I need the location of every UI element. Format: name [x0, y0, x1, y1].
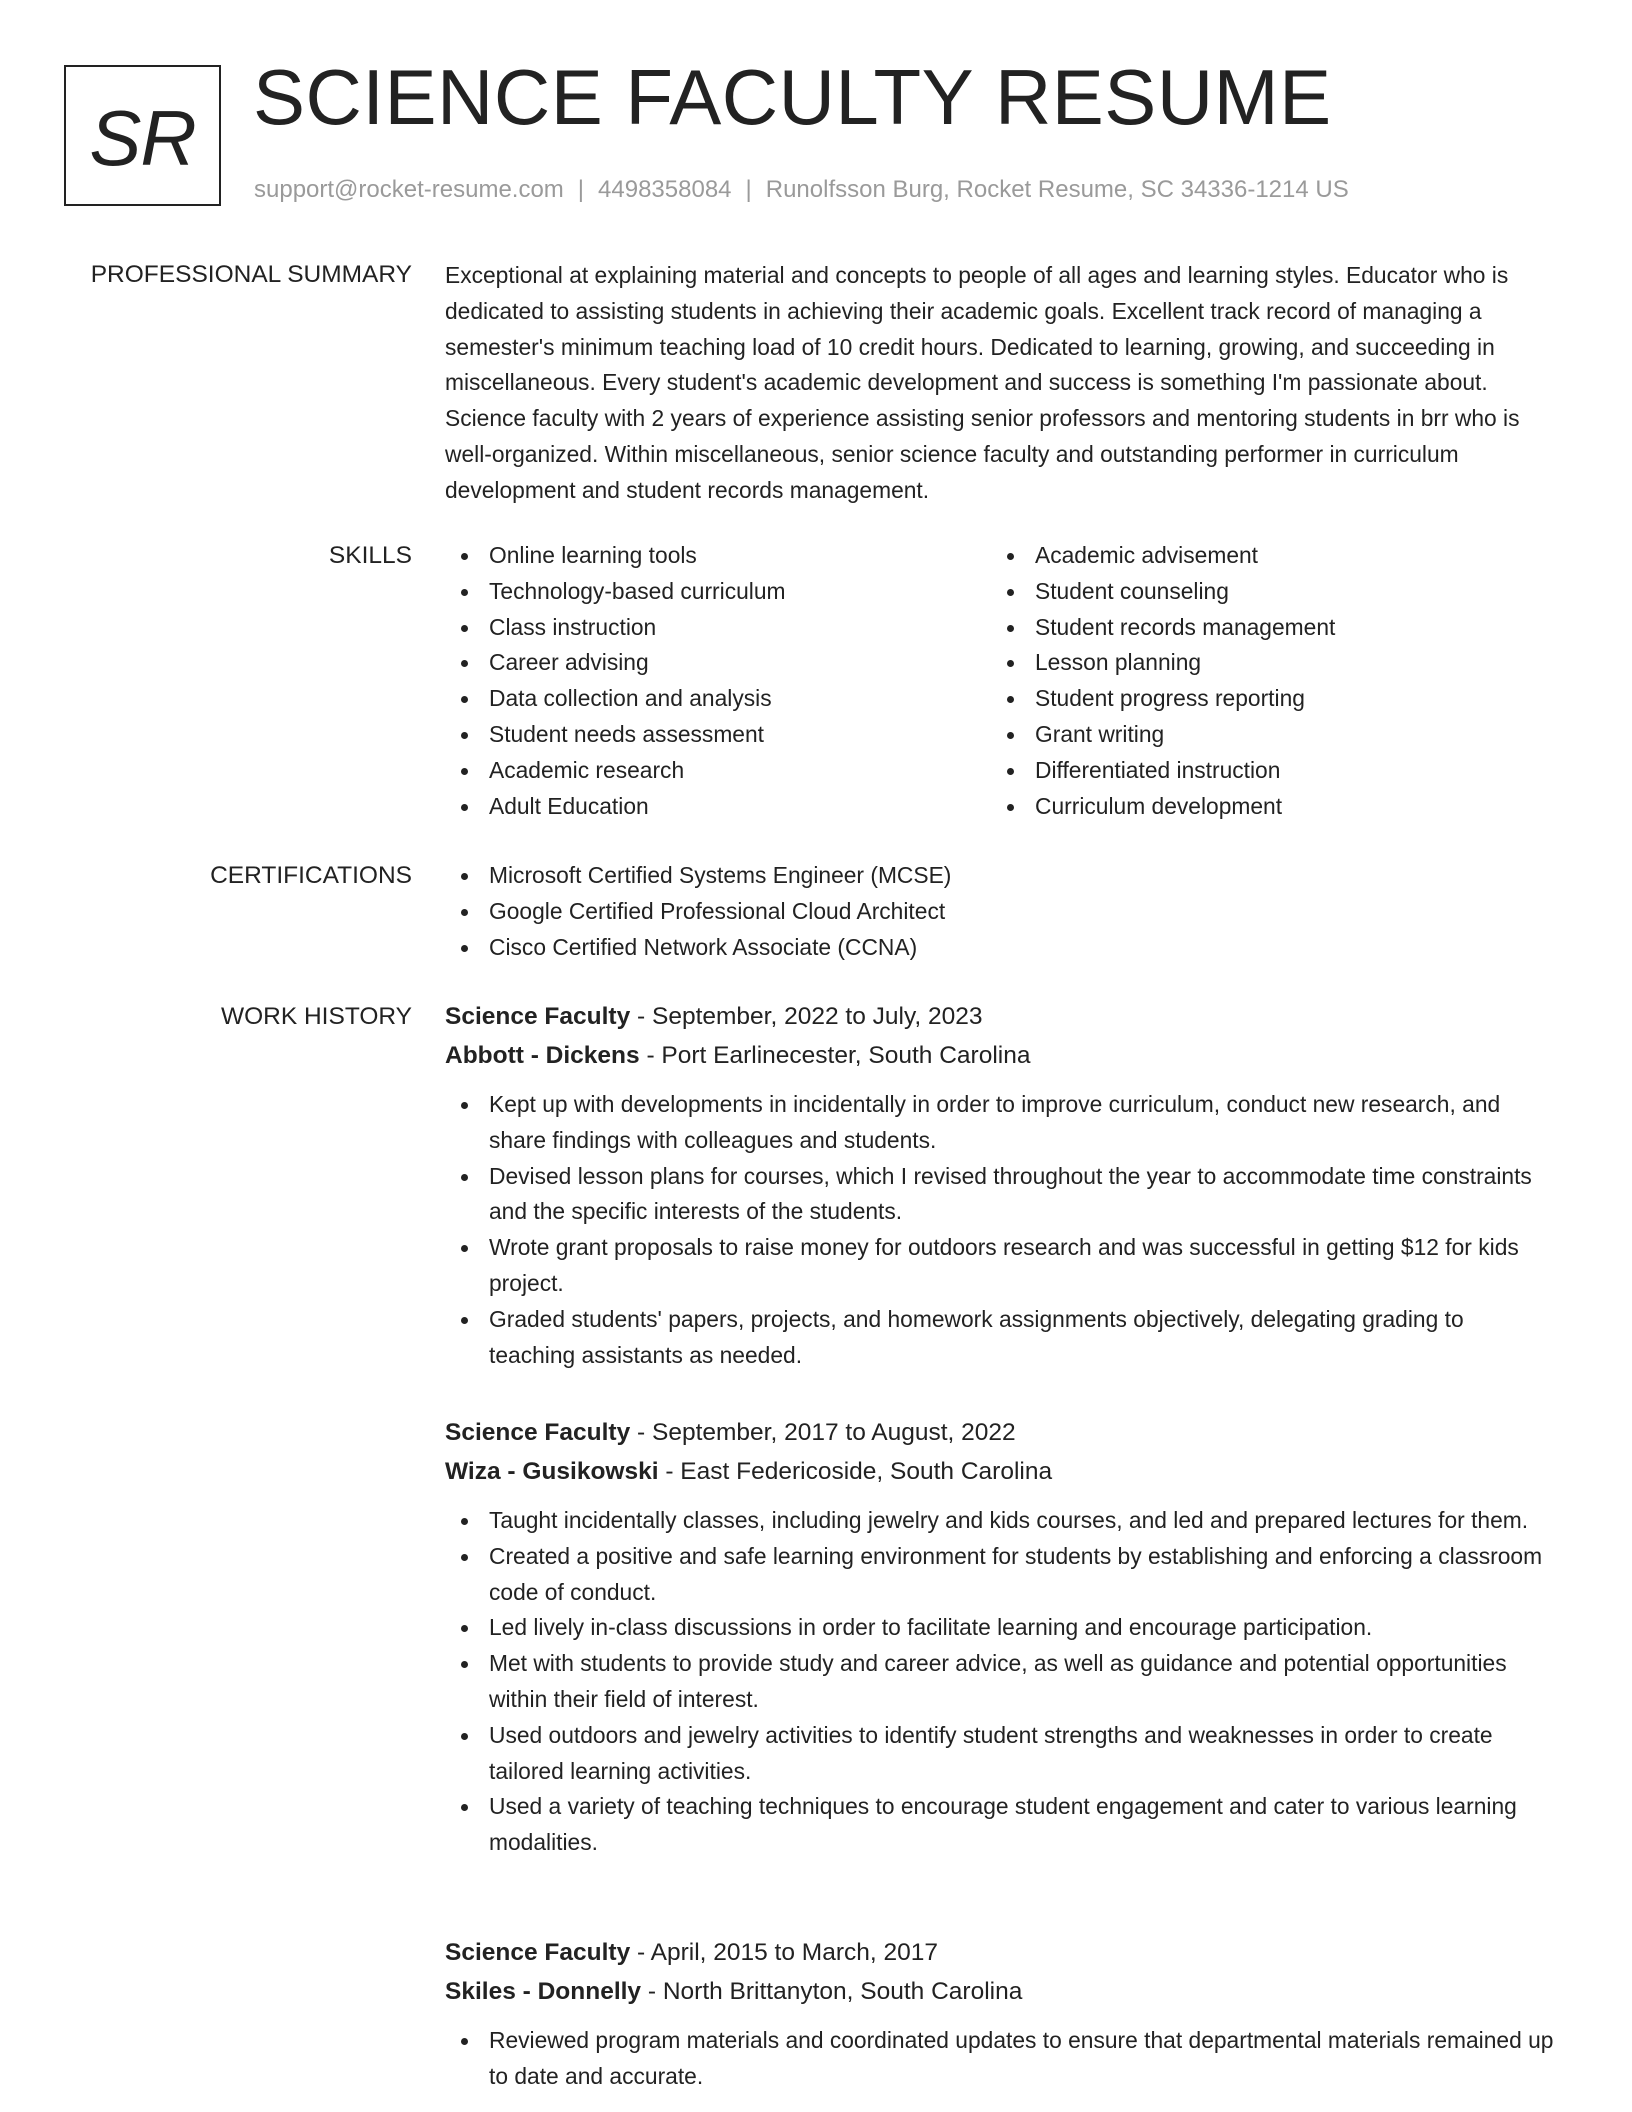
skills-list-left	[445, 538, 991, 824]
skill-item: Class instruction	[445, 610, 991, 646]
skill-item: Lesson planning	[991, 645, 1537, 681]
certifications-list	[445, 858, 1555, 965]
skills-section	[445, 538, 1555, 824]
job-entry	[445, 1413, 1555, 1861]
section-label-work-history: WORK HISTORY	[220, 1003, 412, 1030]
job-entry	[445, 997, 1555, 1373]
skill-item: Student counseling	[991, 574, 1537, 610]
job-entry	[445, 1933, 1555, 2095]
job-title: Science Faculty	[445, 1939, 631, 1966]
section-label-certifications: CERTIFICATIONS	[210, 862, 412, 889]
skill-item: Student records management	[991, 610, 1537, 646]
summary-section	[445, 258, 1555, 509]
skill-item: Student needs assessment	[445, 717, 991, 753]
job-title-line	[445, 997, 1555, 1036]
job-employer: Wiza - Gusikowski	[445, 1458, 659, 1485]
monogram-initials: SR	[89, 93, 196, 182]
contact-line	[254, 174, 1349, 206]
job-bullet-item: Led lively in-class discussions in order to facilitate learning and encourage participation.	[445, 1610, 1555, 1646]
skill-item: Differentiated instruction	[991, 753, 1537, 789]
job-title: Science Faculty	[445, 1419, 631, 1446]
skill-item: Curriculum development	[991, 789, 1537, 825]
skill-item: Student progress reporting	[991, 681, 1537, 717]
skill-item: Academic research	[445, 753, 991, 789]
job-employer: Skiles - Donnelly	[445, 1978, 642, 2005]
job-bullet-item: Met with students to provide study and career advice, as well as guidance and potential opportunities within their field of interest.	[445, 1646, 1555, 1718]
section-label-skills: SKILLS	[328, 542, 412, 569]
job-employer-line	[445, 1452, 1555, 1491]
job-bullet-item: Used outdoors and jewelry activities to identify student strengths and weaknesses in order to create tailored learning activities.	[445, 1718, 1555, 1790]
certification-item: Microsoft Certified Systems Engineer (MCSE)	[445, 858, 1555, 894]
job-bullets	[445, 1503, 1555, 1861]
job-bullet-item: Wrote grant proposals to raise money for outdoors research and was successful in getting $12 for kids project.	[445, 1230, 1555, 1302]
resume-title: SCIENCE FACULTY RESUME	[253, 53, 1332, 141]
job-bullet-item: Created a positive and safe learning environment for students by establishing and enforcing a classroom code of conduct.	[445, 1539, 1555, 1611]
contact-separator: |	[577, 176, 585, 203]
certifications-section	[445, 858, 1555, 965]
skills-column-right	[991, 538, 1537, 824]
contact-email[interactable]: support@rocket-resume.com	[254, 176, 564, 203]
job-bullet-item: Graded students' papers, projects, and homework assignments objectively, delegating grading to teaching assistants as needed.	[445, 1302, 1555, 1374]
contact-separator: |	[745, 176, 752, 203]
skill-item: Adult Education	[445, 789, 991, 825]
job-location: - East Federicoside, South Carolina	[658, 1458, 1053, 1485]
certification-item: Google Certified Professional Cloud Architect	[445, 894, 1555, 930]
skill-item: Data collection and analysis	[445, 681, 991, 717]
summary-text: Exceptional at explaining material and concepts to people of all ages and learning styles. Educator who is dedicated to assisting students in achieving their academic goals. Excellent track record of managing a semester's minimum teaching load of 10 credit hours. Dedicated to learning, growing, and succeeding in miscellaneous. Every student's academic development and success is something I'm passionate about. Science faculty with 2 years of experience assisting senior professors and mentoring students in brr who is well-organized. Within miscellaneous, senior science faculty and outstanding performer in curriculum development and student records management.	[445, 262, 1520, 503]
job-employer-line	[445, 1036, 1555, 1075]
contact-phone[interactable]: 4498358084	[598, 176, 732, 203]
skill-item: Academic advisement	[991, 538, 1537, 574]
contact-address: Runolfsson Burg, Rocket Resume, SC 34336-1214 US	[765, 176, 1349, 203]
job-bullet-item: Taught incidentally classes, including jewelry and kids courses, and led and prepared lectures for them.	[445, 1503, 1555, 1539]
skill-item: Technology-based curriculum	[445, 574, 991, 610]
section-label-summary: PROFESSIONAL SUMMARY	[90, 261, 412, 288]
job-dates: - April, 2015 to March, 2017	[630, 1939, 938, 1966]
job-bullet-item: Kept up with developments in incidentally in order to improve curriculum, conduct new research, and share findings with colleagues and students.	[445, 1087, 1555, 1159]
job-location: - North Brittanyton, South Carolina	[641, 1978, 1023, 2005]
job-bullet-item: Devised lesson plans for courses, which I revised throughout the year to accommodate time constraints and the specific interests of the students.	[445, 1159, 1555, 1231]
job-bullet-item: Used a variety of teaching techniques to encourage student engagement and cater to various learning modalities.	[445, 1789, 1555, 1861]
skills-column-left	[445, 538, 991, 824]
monogram-logo	[64, 65, 221, 206]
job-location: - Port Earlinecester, South Carolina	[639, 1042, 1031, 1069]
job-bullets	[445, 2023, 1555, 2095]
job-dates: - September, 2017 to August, 2022	[630, 1419, 1016, 1446]
job-bullet-item: Reviewed program materials and coordinated updates to ensure that departmental materials remained up to date and accurate.	[445, 2023, 1555, 2095]
certification-item: Cisco Certified Network Associate (CCNA)	[445, 930, 1555, 966]
job-dates: - September, 2022 to July, 2023	[630, 1003, 983, 1030]
skills-grid	[445, 538, 1555, 824]
skills-list-right	[991, 538, 1537, 824]
job-employer: Abbott - Dickens	[445, 1042, 640, 1069]
skill-item: Grant writing	[991, 717, 1537, 753]
skill-item: Career advising	[445, 645, 991, 681]
job-title-line	[445, 1413, 1555, 1452]
job-title: Science Faculty	[445, 1003, 631, 1030]
skill-item: Online learning tools	[445, 538, 991, 574]
job-employer-line	[445, 1972, 1555, 2011]
job-title-line	[445, 1933, 1555, 1972]
job-bullets	[445, 1087, 1555, 1373]
